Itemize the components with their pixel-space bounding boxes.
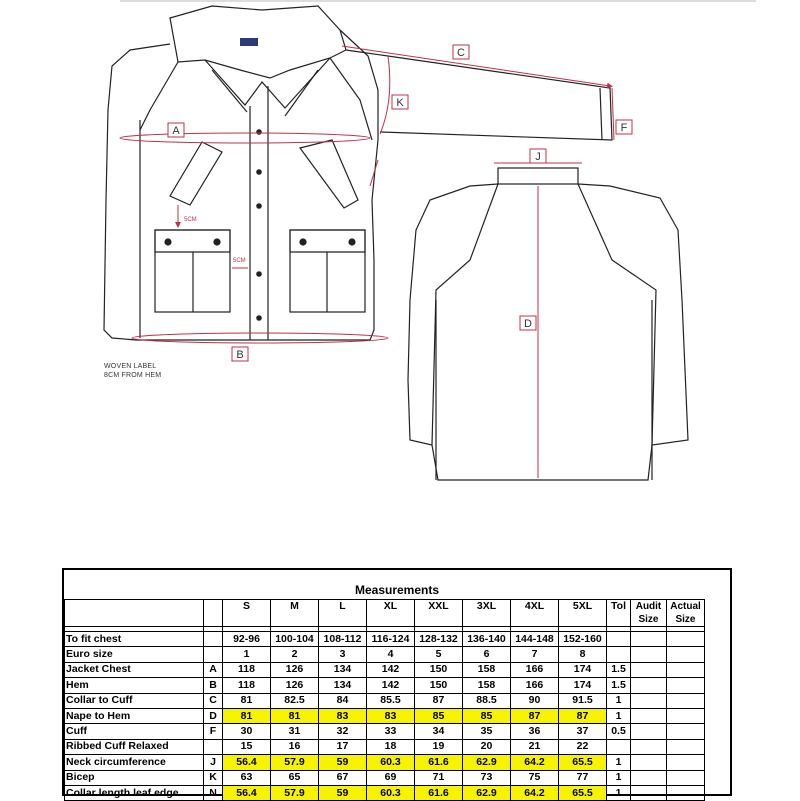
row-value: 7 <box>511 647 559 662</box>
size-header: 5XL <box>559 600 607 627</box>
table-row <box>65 770 705 785</box>
row-audit <box>631 632 667 647</box>
row-code: K <box>204 770 223 785</box>
row-value: 81 <box>223 693 271 708</box>
row-value: 35 <box>463 724 511 739</box>
row-code: J <box>204 755 223 770</box>
row-actual <box>667 785 705 800</box>
row-value: 6 <box>463 647 511 662</box>
row-value: 22 <box>559 739 607 754</box>
row-tol: 1.5 <box>607 678 631 693</box>
row-value: 144-148 <box>511 632 559 647</box>
row-value: 5 <box>415 647 463 662</box>
row-code <box>204 647 223 662</box>
row-code: N <box>204 785 223 800</box>
row-audit <box>631 739 667 754</box>
row-label: Euro size <box>65 647 204 662</box>
label-a: A <box>172 125 180 137</box>
row-value: 8 <box>559 647 607 662</box>
row-label: Neck circumference <box>65 755 204 770</box>
woven-label-line1: WOVEN LABEL <box>104 363 157 370</box>
row-value: 152-160 <box>559 632 607 647</box>
row-label: Collar to Cuff <box>65 693 204 708</box>
row-value: 77 <box>559 770 607 785</box>
row-audit <box>631 785 667 800</box>
row-value: 100-104 <box>271 632 319 647</box>
row-value: 108-112 <box>319 632 367 647</box>
row-actual <box>667 647 705 662</box>
table-row <box>65 755 705 770</box>
row-value: 37 <box>559 724 607 739</box>
table-row <box>65 678 705 693</box>
row-actual <box>667 708 705 723</box>
row-tol: 1 <box>607 785 631 800</box>
size-header: 3XL <box>463 600 511 627</box>
row-value: 82.5 <box>271 693 319 708</box>
actual-line1: Actual <box>670 601 701 612</box>
row-value: 84 <box>319 693 367 708</box>
row-value: 15 <box>223 739 271 754</box>
row-label: Ribbed Cuff Relaxed <box>65 739 204 754</box>
row-actual <box>667 632 705 647</box>
size-header: S <box>223 600 271 627</box>
actual-size-header <box>667 600 705 627</box>
row-value: 2 <box>271 647 319 662</box>
row-value: 63 <box>223 770 271 785</box>
row-actual <box>667 724 705 739</box>
row-tol <box>607 739 631 754</box>
row-value: 64.2 <box>511 785 559 800</box>
table-row <box>65 739 705 754</box>
back-measure-lines <box>494 163 582 478</box>
table-title: Measurements <box>354 583 440 597</box>
front-jacket <box>104 6 612 340</box>
back-jacket <box>408 168 688 480</box>
audit-line1: Audit <box>635 601 662 612</box>
row-value: 134 <box>319 662 367 677</box>
row-code: D <box>204 708 223 723</box>
table-row <box>65 708 705 723</box>
row-value: 87 <box>415 693 463 708</box>
row-value: 69 <box>367 770 415 785</box>
row-label: Jacket Chest <box>65 662 204 677</box>
row-tol: 1.5 <box>607 662 631 677</box>
row-actual <box>667 755 705 770</box>
row-audit <box>631 724 667 739</box>
row-value: 91.5 <box>559 693 607 708</box>
row-code: F <box>204 724 223 739</box>
row-value: 85 <box>463 708 511 723</box>
row-value: 18 <box>367 739 415 754</box>
woven-label-note <box>104 362 161 380</box>
label-j: J <box>535 151 541 163</box>
row-tol <box>607 632 631 647</box>
row-value: 126 <box>271 678 319 693</box>
row-audit <box>631 755 667 770</box>
row-value: 65 <box>271 770 319 785</box>
row-value: 87 <box>511 708 559 723</box>
woven-label-line2: 8CM FROM HEM <box>104 372 162 379</box>
row-actual <box>667 678 705 693</box>
table-row <box>65 693 705 708</box>
row-value: 118 <box>223 678 271 693</box>
row-value: 57.9 <box>271 755 319 770</box>
row-value: 73 <box>463 770 511 785</box>
row-code: B <box>204 678 223 693</box>
header-empty <box>65 600 204 627</box>
row-tol: 1 <box>607 755 631 770</box>
label-b: B <box>236 349 244 361</box>
row-value: 158 <box>463 678 511 693</box>
row-value: 62.9 <box>463 755 511 770</box>
size-header: L <box>319 600 367 627</box>
row-actual <box>667 662 705 677</box>
row-actual <box>667 770 705 785</box>
row-audit <box>631 662 667 677</box>
row-value: 81 <box>271 708 319 723</box>
table-row <box>65 724 705 739</box>
row-tol: 1 <box>607 770 631 785</box>
row-label: Cuff <box>65 724 204 739</box>
measurements-table-frame <box>62 568 732 799</box>
row-value: 90 <box>511 693 559 708</box>
label-f: F <box>620 122 628 134</box>
row-value: 71 <box>415 770 463 785</box>
row-value: 60.3 <box>367 785 415 800</box>
row-value: 166 <box>511 662 559 677</box>
row-value: 61.6 <box>415 785 463 800</box>
row-code: A <box>204 662 223 677</box>
row-value: 85 <box>415 708 463 723</box>
row-value: 92-96 <box>223 632 271 647</box>
row-value: 142 <box>367 678 415 693</box>
row-value: 56.4 <box>223 755 271 770</box>
row-actual <box>667 693 705 708</box>
row-label: Nape to Hem <box>65 708 204 723</box>
pocket-offset-label: 5CM <box>233 258 246 264</box>
size-header: 4XL <box>511 600 559 627</box>
table-row <box>65 662 705 677</box>
row-audit <box>631 708 667 723</box>
row-audit <box>631 647 667 662</box>
row-value: 30 <box>223 724 271 739</box>
row-value: 136-140 <box>463 632 511 647</box>
row-value: 85.5 <box>367 693 415 708</box>
row-value: 116-124 <box>367 632 415 647</box>
row-value: 87 <box>559 708 607 723</box>
audit-line2: Size <box>638 614 659 625</box>
row-audit <box>631 693 667 708</box>
row-value: 17 <box>319 739 367 754</box>
row-value: 83 <box>319 708 367 723</box>
row-value: 33 <box>367 724 415 739</box>
size-header: XXL <box>415 600 463 627</box>
row-value: 65.5 <box>559 755 607 770</box>
row-tol: 0.5 <box>607 724 631 739</box>
size-header: M <box>271 600 319 627</box>
row-value: 21 <box>511 739 559 754</box>
row-value: 75 <box>511 770 559 785</box>
row-value: 32 <box>319 724 367 739</box>
row-value: 4 <box>367 647 415 662</box>
front-label-boxes <box>168 45 632 361</box>
header-code-empty <box>204 600 223 627</box>
row-label: Bicep <box>65 770 204 785</box>
row-value: 19 <box>415 739 463 754</box>
table-row <box>65 632 705 647</box>
row-tol: 1 <box>607 708 631 723</box>
size-header: XL <box>367 600 415 627</box>
front-measure-lines <box>120 46 614 343</box>
row-value: 16 <box>271 739 319 754</box>
row-value: 150 <box>415 678 463 693</box>
row-value: 57.9 <box>271 785 319 800</box>
table-row <box>65 647 705 662</box>
row-value: 65.5 <box>559 785 607 800</box>
row-value: 126 <box>271 662 319 677</box>
row-value: 36 <box>511 724 559 739</box>
table-header-row <box>65 600 705 627</box>
label-c: C <box>457 47 465 59</box>
row-value: 34 <box>415 724 463 739</box>
row-value: 88.5 <box>463 693 511 708</box>
row-value: 150 <box>415 662 463 677</box>
row-value: 1 <box>223 647 271 662</box>
row-value: 31 <box>271 724 319 739</box>
row-audit <box>631 678 667 693</box>
row-value: 61.6 <box>415 755 463 770</box>
actual-line2: Size <box>675 614 696 625</box>
row-code: C <box>204 693 223 708</box>
label-k: K <box>396 97 404 109</box>
row-value: 128-132 <box>415 632 463 647</box>
measurements-table <box>64 599 705 801</box>
row-tol: 1 <box>607 693 631 708</box>
row-value: 142 <box>367 662 415 677</box>
row-value: 81 <box>223 708 271 723</box>
row-label: Hem <box>65 678 204 693</box>
row-value: 59 <box>319 785 367 800</box>
tol-header: Tol <box>607 600 631 627</box>
row-value: 166 <box>511 678 559 693</box>
pocket-gap-label: 5CM <box>184 217 197 223</box>
row-value: 60.3 <box>367 755 415 770</box>
row-tol <box>607 647 631 662</box>
row-audit <box>631 770 667 785</box>
audit-size-header <box>631 600 667 627</box>
row-value: 134 <box>319 678 367 693</box>
row-value: 118 <box>223 662 271 677</box>
row-value: 67 <box>319 770 367 785</box>
row-value: 62.9 <box>463 785 511 800</box>
row-label: To fit chest <box>65 632 204 647</box>
row-value: 64.2 <box>511 755 559 770</box>
row-value: 174 <box>559 662 607 677</box>
row-label: Collar length leaf edge <box>65 785 204 800</box>
row-code <box>204 632 223 647</box>
row-value: 59 <box>319 755 367 770</box>
row-actual <box>667 739 705 754</box>
row-value: 83 <box>367 708 415 723</box>
row-value: 56.4 <box>223 785 271 800</box>
row-value: 158 <box>463 662 511 677</box>
row-value: 3 <box>319 647 367 662</box>
label-d: D <box>524 318 532 330</box>
row-code <box>204 739 223 754</box>
table-row <box>65 785 705 800</box>
row-value: 174 <box>559 678 607 693</box>
row-value: 20 <box>463 739 511 754</box>
